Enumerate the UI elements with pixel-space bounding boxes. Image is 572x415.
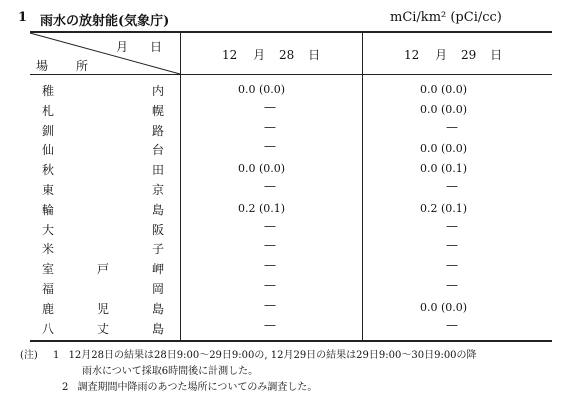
col2-day: 29	[460, 48, 477, 62]
station-name	[42, 122, 164, 139]
value-dec-28: —	[264, 99, 276, 114]
station-name	[42, 82, 164, 99]
header-place-label-2: 所	[76, 59, 89, 73]
col1-header	[222, 46, 320, 63]
col2-day-unit: 日	[490, 48, 503, 62]
station-name	[42, 240, 164, 257]
station-name-char: 田	[151, 163, 164, 178]
table-row	[0, 278, 572, 298]
value-dec-28: 0.0 (0.0)	[238, 162, 286, 176]
table-row	[0, 120, 572, 140]
station-name-char: 室	[42, 262, 55, 277]
value-dec-28: —	[264, 258, 276, 273]
table-row	[0, 238, 572, 258]
station-name-char: 幌	[151, 103, 164, 118]
station-name-char: 稚	[42, 84, 55, 98]
station-name-char: 路	[151, 123, 164, 138]
station-name-char: 米	[42, 242, 55, 257]
station-name-char: 島	[151, 321, 164, 336]
station-name-char: 札	[42, 103, 55, 118]
station-name-char: 輪	[42, 202, 55, 217]
station-name	[42, 161, 164, 178]
station-name-char: 内	[151, 84, 164, 98]
value-dec-29: —	[446, 278, 458, 292]
station-name-char: 京	[151, 183, 164, 197]
table-row	[0, 100, 572, 120]
value-dec-29: —	[446, 258, 458, 273]
notes	[20, 348, 477, 396]
station-name	[42, 181, 164, 198]
station-name-char: 台	[151, 143, 164, 158]
table-row	[0, 139, 572, 159]
station-name-char: 東	[42, 183, 55, 197]
station-name-char: 岬	[151, 262, 164, 277]
value-dec-28: —	[264, 119, 276, 134]
note-2-text: 調査期間中降雨のあつた場所についてのみ調査した。	[77, 382, 318, 393]
table-row	[0, 298, 572, 318]
value-dec-29: —	[446, 218, 458, 233]
value-dec-28: —	[264, 297, 276, 312]
col1-day: 28	[278, 48, 295, 62]
station-name-char: 釧	[42, 123, 55, 138]
station-name-char: 丈	[96, 321, 109, 336]
col1-month: 12	[222, 48, 238, 62]
table-row	[0, 318, 572, 338]
value-dec-28: —	[264, 278, 276, 292]
station-name-char: 阪	[151, 222, 164, 237]
value-dec-28: —	[264, 317, 276, 332]
value-dec-28: —	[264, 238, 276, 253]
header-day-label: 日	[150, 40, 163, 54]
station-name-char: 子	[151, 242, 164, 257]
note-1-line-1	[20, 348, 477, 364]
table-row	[0, 159, 572, 179]
value-dec-29: —	[446, 238, 458, 253]
col2-month: 12	[404, 48, 420, 62]
value-dec-28: —	[264, 139, 276, 154]
station-name-char: 仙	[42, 143, 55, 158]
value-dec-29: —	[446, 119, 458, 134]
note-1-text-1: 12月28日の結果は28日9:00～29日9:00の, 12月29日の結果は29日9:00～30日9:00の降	[68, 350, 477, 361]
table-title: 雨水の放射能(気象庁)	[40, 14, 170, 29]
table-row	[0, 179, 572, 199]
table-row	[0, 199, 572, 219]
value-dec-29: 0.0 (0.0)	[420, 300, 468, 314]
table-row	[0, 258, 572, 278]
value-dec-29: 0.0 (0.0)	[420, 102, 468, 116]
col2-month-unit: 月	[435, 48, 448, 62]
station-name	[42, 300, 164, 317]
notes-label: (注)	[20, 350, 38, 361]
header-month-label: 月	[116, 40, 129, 54]
station-name-char: 八	[42, 321, 55, 336]
value-dec-29: 0.2 (0.1)	[420, 201, 468, 215]
note-1-number: 1	[53, 350, 60, 361]
station-name-char: 岡	[151, 282, 164, 296]
station-name-char: 島	[151, 301, 164, 316]
table-number: 1	[18, 10, 28, 25]
value-dec-29: 0.0 (0.1)	[420, 162, 468, 176]
value-dec-28: 0.2 (0.1)	[238, 201, 286, 215]
unit-label: mCi/km² (pCi/cc)	[390, 10, 502, 25]
station-name	[42, 141, 164, 158]
value-dec-29: —	[446, 317, 458, 332]
station-name-char: 島	[151, 202, 164, 217]
header-place-label-1: 場	[36, 59, 49, 73]
col1-day-unit: 日	[308, 48, 321, 62]
col2-header	[404, 46, 502, 63]
col1-month-unit: 月	[253, 48, 266, 62]
station-name	[42, 320, 164, 337]
station-name-char: 福	[42, 282, 55, 296]
station-name-char: 大	[42, 222, 55, 237]
value-dec-29: —	[446, 179, 458, 193]
station-name-char: 鹿	[42, 301, 55, 316]
value-dec-28: —	[264, 218, 276, 233]
value-dec-28: —	[264, 179, 276, 193]
station-name	[42, 201, 164, 218]
station-name	[42, 280, 164, 297]
station-name	[42, 221, 164, 238]
station-name-char: 戸	[96, 262, 109, 277]
value-dec-29: 0.0 (0.0)	[420, 83, 468, 96]
station-name-char: 児	[96, 301, 109, 316]
note-2-number: 2	[62, 382, 69, 393]
table-row	[0, 219, 572, 239]
station-name-char: 秋	[42, 163, 55, 178]
station-name	[42, 260, 164, 277]
value-dec-29: 0.0 (0.0)	[420, 142, 468, 156]
table-row	[0, 80, 572, 100]
note-1-text-2: 雨水について採取6時間後に計測した。	[82, 366, 259, 377]
note-2	[20, 380, 477, 396]
value-dec-28: 0.0 (0.0)	[238, 83, 286, 96]
station-name	[42, 102, 164, 119]
